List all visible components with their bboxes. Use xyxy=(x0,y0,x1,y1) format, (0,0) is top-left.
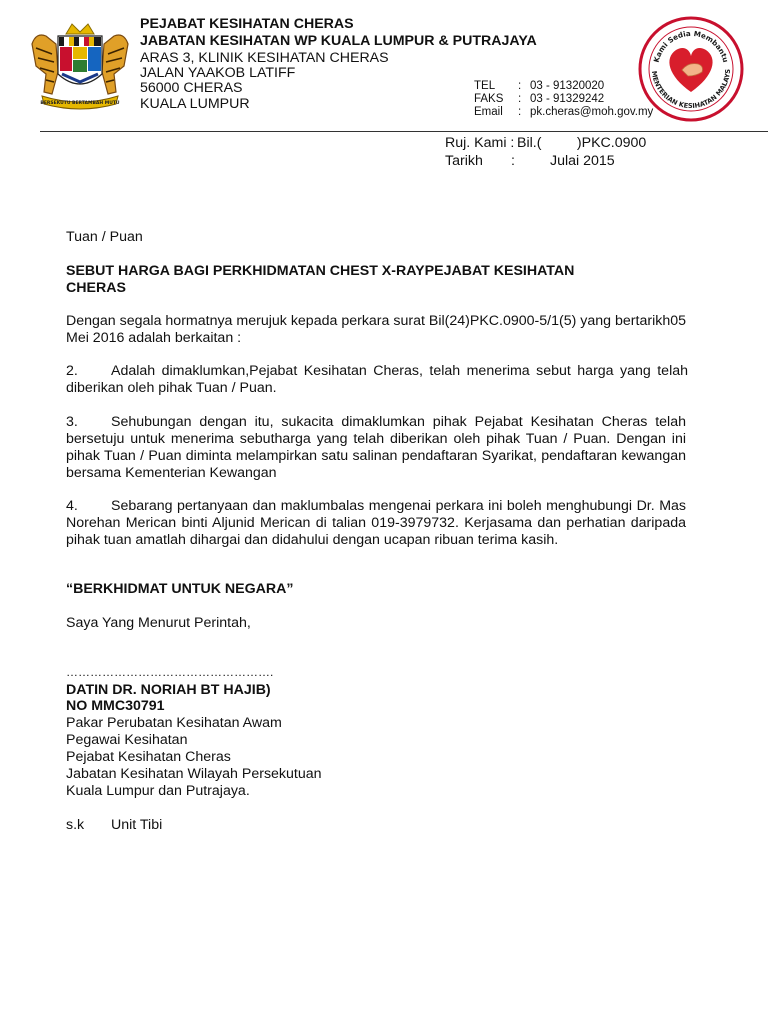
subject-heading-cont: CHERAS xyxy=(66,280,126,296)
cc-recipient: Unit Tibi xyxy=(111,817,163,833)
address-line: ARAS 3, KLINIK KESIHATAN CHERAS xyxy=(140,50,389,66)
letterhead-title: PEJABAT KESIHATAN CHERAS xyxy=(140,16,354,32)
signer-title: Pegawai Kesihatan xyxy=(66,732,188,748)
intro-paragraph: Dengan segala hormatnya merujuk kepada perkara surat Bil(24)PKC.0900-5/1(5) yang bertarikh05 Mei 2016 adalah berkaitan : xyxy=(66,313,686,346)
address-line: KUALA LUMPUR xyxy=(140,96,250,112)
ministry-badge-logo xyxy=(638,16,744,122)
contact-sep: : xyxy=(518,93,522,105)
motto: “BERKHIDMAT UNTUK NEGARA” xyxy=(66,581,294,597)
coat-of-arms-logo xyxy=(22,14,138,110)
contact-label: FAKS xyxy=(474,93,504,105)
date-value: Julai 2015 xyxy=(550,153,615,169)
address-line: JALAN YAAKOB LATIFF xyxy=(140,65,296,81)
paragraph-3 xyxy=(66,414,686,482)
subject-heading: SEBUT HARGA BAGI PERKHIDMATAN CHEST X-RAYPEJABAT KESIHATAN xyxy=(66,263,575,279)
signer-registration: NO MMC30791 xyxy=(66,698,165,714)
paragraph-text: Adalah dimaklumkan,Pejabat Kesihatan Cheras, telah menerima sebut harga yang telah diberikan oleh pihak Tuan / Puan. xyxy=(66,363,688,396)
signer-name: DATIN DR. NORIAH BT HAJIB) xyxy=(66,682,271,698)
address-line: 56000 CHERAS xyxy=(140,80,243,96)
signer-title: Pejabat Kesihatan Cheras xyxy=(66,749,231,765)
paragraph-number: 3. xyxy=(66,414,78,430)
signature-line: ……………………………………………. xyxy=(66,665,274,679)
paragraph-text: Sehubungan dengan itu, sukacita dimaklumkan pihak Pejabat Kesihatan Cheras telah bersetuju untuk menerima sebutharga yang telah diberikan oleh pihak Tuan / Puan. Dengan ini pihak Tuan / Puan diminta melampirkan satu salinan pendaftaran Syarikat, pendaftaran kewangan bersama Kementerian Kewangan xyxy=(66,414,686,481)
closing: Saya Yang Menurut Perintah, xyxy=(66,615,251,631)
contact-label: Email xyxy=(474,106,503,118)
date-separator: : xyxy=(511,153,515,169)
signer-title: Kuala Lumpur dan Putrajaya. xyxy=(66,783,250,799)
paragraph-text: Sebarang pertanyaan dan maklumbalas mengenai perkara ini boleh menghubungi Dr. Mas Norehan Merican binti Aljunid Merican di talian 019-3979732. Kerjasama dan perhatian daripada pihak tuan amatlah dihargai dan didahului dengan ucapan ribuan terima kasih. xyxy=(66,498,686,548)
contact-value: 03 - 91320020 xyxy=(530,80,605,92)
badge-bottom-text: MENTERIAN KESIHATAN MALAYS xyxy=(649,68,733,111)
paragraph-2 xyxy=(66,363,688,397)
paragraph-4 xyxy=(66,498,686,549)
signer-title: Pakar Perubatan Kesihatan Awam xyxy=(66,715,282,731)
cc-label: s.k xyxy=(66,817,85,833)
contact-label: TEL xyxy=(474,80,496,92)
crest-motto: BERSEKUTU BERTAMBAH MUTU xyxy=(40,101,120,106)
contact-sep: : xyxy=(518,106,522,118)
date-label: Tarikh xyxy=(445,153,483,169)
reference-number: Bil.( )PKC.0900 xyxy=(517,135,647,151)
header-divider xyxy=(40,131,768,132)
contact-value: 03 - 91329242 xyxy=(530,93,605,105)
letterhead-department: JABATAN KESIHATAN WP KUALA LUMPUR & PUTRAJAYA xyxy=(140,33,537,49)
signer-title: Jabatan Kesihatan Wilayah Persekutuan xyxy=(66,766,322,782)
paragraph-number: 4. xyxy=(66,498,78,514)
salutation: Tuan / Puan xyxy=(66,229,143,245)
contact-sep: : xyxy=(518,80,522,92)
reference-label: Ruj. Kami : xyxy=(445,135,515,151)
badge-top-text: Kami Sedia Membantu xyxy=(651,28,731,64)
contact-value: pk.cheras@moh.gov.my xyxy=(530,106,654,118)
paragraph-number: 2. xyxy=(66,363,78,379)
